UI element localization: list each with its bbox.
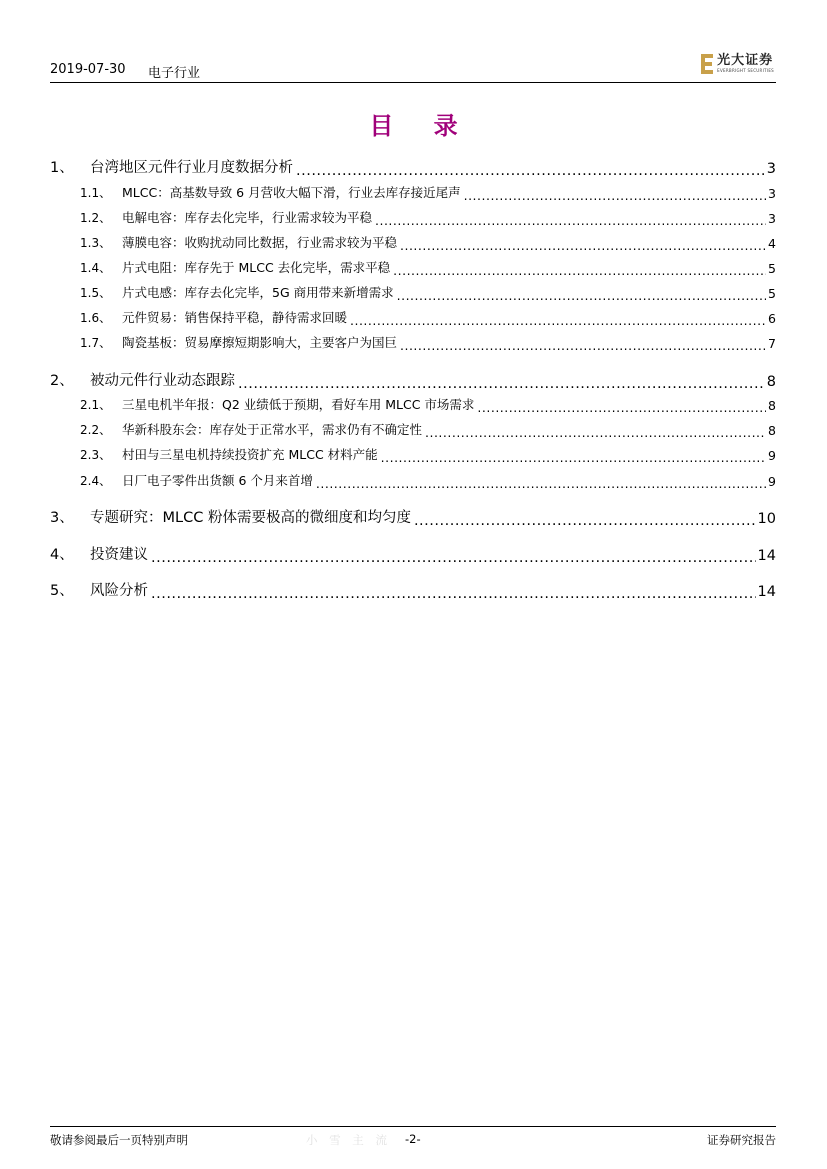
toc-entry-title: 台湾地区元件行业月度数据分析 xyxy=(90,160,293,176)
toc-entry-title: 三星电机半年报：Q2 业绩低于预期，看好车用 MLCC 市场需求 xyxy=(122,397,475,412)
toc-entry-number: 1.5、 xyxy=(80,286,112,300)
toc-entry-number: 2.2、 xyxy=(80,423,112,437)
toc-leader-dots xyxy=(400,339,766,352)
toc-entry-title: 片式电感：库存去化完毕，5G 商用带来新增需求 xyxy=(122,285,394,300)
watermark-text: 小 雪 主 流 xyxy=(306,1133,391,1147)
toc-entry-page: 9 xyxy=(768,448,776,463)
toc-entry[interactable] xyxy=(50,155,776,177)
toc-leader-dots xyxy=(151,586,756,601)
toc-leader-dots xyxy=(375,214,766,227)
toc-entry-page: 4 xyxy=(768,236,776,251)
report-date: 2019-07-30 xyxy=(50,62,126,77)
toc-entry[interactable] xyxy=(50,445,776,463)
toc-entry-title: 华新科股东会：库存处于正常水平，需求仍有不确定性 xyxy=(122,422,423,437)
toc-leader-dots xyxy=(350,314,766,327)
toc-entry-page: 5 xyxy=(768,261,776,276)
toc-entry-number: 1.1、 xyxy=(80,186,112,200)
toc-leader-dots xyxy=(151,550,756,565)
toc-entry-number: 1.4、 xyxy=(80,261,112,275)
toc-entry[interactable] xyxy=(50,283,776,301)
toc-entry-number: 1.7、 xyxy=(80,336,112,350)
toc-entry-title: MLCC：高基数导致 6 月营收大幅下滑，行业去库存接近尾声 xyxy=(122,185,461,200)
toc-entry[interactable] xyxy=(50,308,776,326)
report-type: 证券研究报告 xyxy=(707,1133,776,1147)
footer-divider xyxy=(50,1126,776,1127)
toc-entry-title: 元件贸易：销售保持平稳，静待需求回暖 xyxy=(122,310,348,325)
toc-entry-page: 8 xyxy=(766,374,776,390)
toc-entry-page: 8 xyxy=(768,398,776,413)
toc-entry-page: 3 xyxy=(766,161,776,177)
header-divider xyxy=(50,82,776,83)
toc-entry-title: 被动元件行业动态跟踪 xyxy=(90,373,235,389)
toc-entry[interactable] xyxy=(50,183,776,201)
industry-label: 电子行业 xyxy=(148,66,201,81)
toc-leader-dots xyxy=(414,513,756,528)
toc-entry-number: 2.4、 xyxy=(80,474,112,488)
page-header xyxy=(50,53,776,82)
toc-entry-number: 3、 xyxy=(50,510,74,526)
everbright-logo xyxy=(701,53,774,75)
toc-entry[interactable] xyxy=(50,333,776,351)
toc-entry[interactable] xyxy=(50,578,776,600)
toc-entry-title: 日厂电子零件出货额 6 个月来首增 xyxy=(122,473,313,488)
toc-entry-number: 1.3、 xyxy=(80,236,112,250)
toc-entry-title: 陶瓷基板：贸易摩擦短期影响大，主要客户为国巨 xyxy=(122,335,398,350)
page-footer xyxy=(50,1132,776,1150)
toc-leader-dots xyxy=(238,376,765,391)
toc-leader-dots xyxy=(381,451,766,464)
logo-english-name: EVERBRIGHT SECURITIES xyxy=(717,68,774,73)
toc-entry-number: 2.3、 xyxy=(80,448,112,462)
logo-mark-icon xyxy=(701,53,714,75)
toc-entry-page: 9 xyxy=(768,474,776,489)
toc-entry-title: 专题研究：MLCC 粉体需要极高的微细度和均匀度 xyxy=(90,510,411,526)
toc-entry[interactable] xyxy=(50,208,776,226)
toc-entry[interactable] xyxy=(50,420,776,438)
disclaimer-note: 敬请参阅最后一页特别声明 xyxy=(50,1133,188,1147)
toc-entry-page: 5 xyxy=(768,286,776,301)
toc-entry[interactable] xyxy=(50,471,776,489)
toc-entry-number: 1.2、 xyxy=(80,211,112,225)
toc-entry-title: 风险分析 xyxy=(90,583,148,599)
toc-entry[interactable] xyxy=(50,505,776,527)
toc-entry[interactable] xyxy=(50,368,776,390)
toc-entry-title: 薄膜电容：收购扰动同比数据，行业需求较为平稳 xyxy=(122,235,398,250)
page-number: -2- xyxy=(405,1132,421,1146)
toc-leader-dots xyxy=(400,239,766,252)
toc-entry[interactable] xyxy=(50,258,776,276)
toc-title: 目 录 xyxy=(369,112,474,140)
toc-entry-number: 1.6、 xyxy=(80,311,112,325)
toc-entry-title: 片式电阻：库存先于 MLCC 去化完毕，需求平稳 xyxy=(122,260,391,275)
toc-entry-title: 电解电容：库存去化完毕，行业需求较为平稳 xyxy=(122,210,373,225)
toc-leader-dots xyxy=(296,163,765,178)
toc-leader-dots xyxy=(393,264,766,277)
toc-leader-dots xyxy=(477,401,766,414)
toc-entry-number: 1、 xyxy=(50,160,74,176)
toc-leader-dots xyxy=(316,477,766,490)
toc-entry-title: 村田与三星电机持续投资扩充 MLCC 材料产能 xyxy=(122,447,378,462)
toc-entry-page: 3 xyxy=(768,186,776,201)
toc-entry-page: 6 xyxy=(768,311,776,326)
logo-chinese-name: 光大证券 xyxy=(717,53,774,68)
toc-entry[interactable] xyxy=(50,233,776,251)
toc-entry-page: 10 xyxy=(757,511,776,527)
toc-entry[interactable] xyxy=(50,542,776,564)
toc-entry[interactable] xyxy=(50,395,776,413)
toc-entry-page: 3 xyxy=(768,211,776,226)
toc-entry-page: 7 xyxy=(768,336,776,351)
toc-leader-dots xyxy=(464,189,766,202)
toc-entry-number: 2.1、 xyxy=(80,398,112,412)
toc-entry-title: 投资建议 xyxy=(90,547,148,563)
toc-entry-page: 8 xyxy=(768,423,776,438)
toc-leader-dots xyxy=(397,289,766,302)
toc-entry-number: 5、 xyxy=(50,583,74,599)
toc-entry-number: 2、 xyxy=(50,373,74,389)
toc-leader-dots xyxy=(425,426,766,439)
toc-entry-page: 14 xyxy=(757,548,776,564)
toc-entry-page: 14 xyxy=(757,584,776,600)
toc-entry-number: 4、 xyxy=(50,547,74,563)
